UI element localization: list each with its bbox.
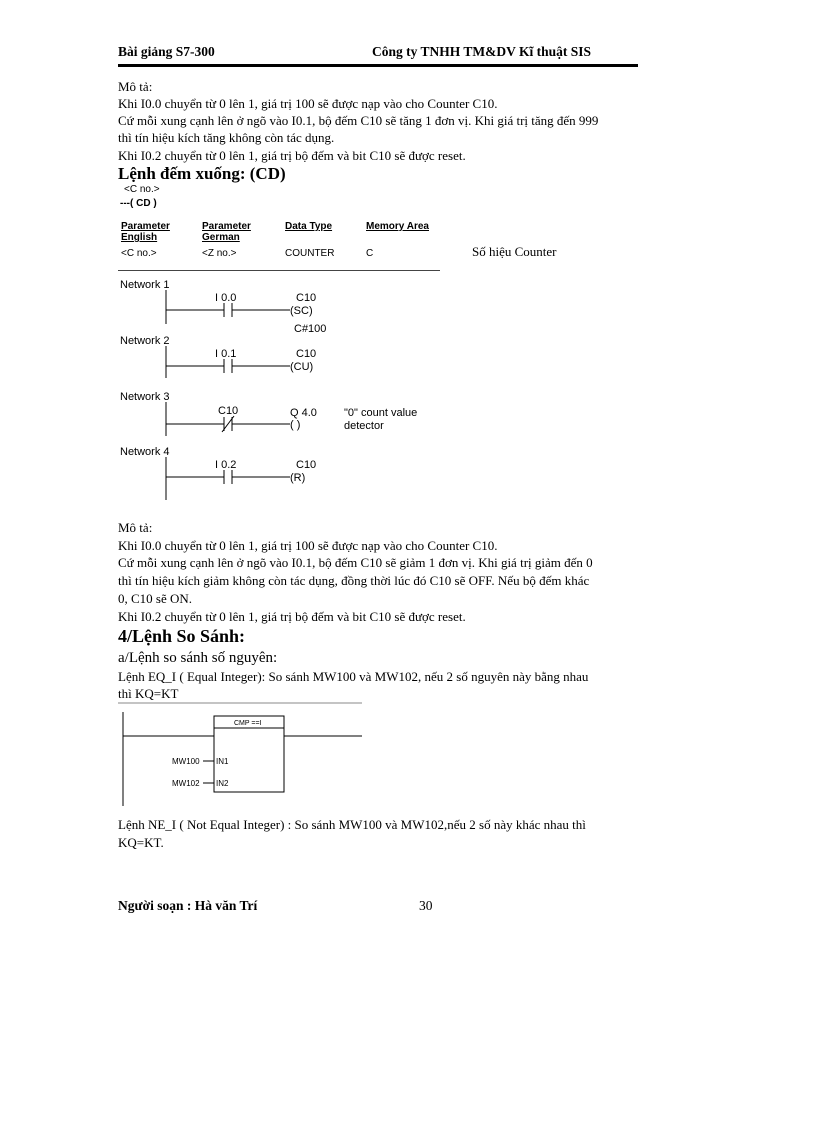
network-1-preset: C#100 [294, 323, 327, 335]
th-param-german-a: Parameter [202, 221, 251, 232]
network-3-contact-addr: C10 [218, 405, 239, 417]
desc-label-1: Mô tả: [118, 79, 153, 94]
eq-line-2: thì KQ=KT [118, 686, 179, 701]
ne-line-1: Lệnh NE_I ( Not Equal Integer) : So sánh MW100 và MW102,nếu 2 số này khác nhau thì [118, 817, 586, 832]
th-param-english-a: Parameter [121, 221, 170, 232]
ne-line-2: KQ=KT. [118, 835, 164, 850]
desc1-line-2: Cứ mỗi xung cạnh lên ở ngõ vào I0.1, bộ đếm C10 sẽ tăng 1 đơn vị. Khi giá trị tăng đến 999 [118, 113, 599, 128]
network-1-coil: (SC) [290, 305, 313, 317]
cmp-block-title: CMP ==I [234, 720, 262, 727]
header-left: Bài giảng S7-300 [118, 44, 215, 59]
compare-subtitle: a/Lệnh so sánh số nguyên: [118, 650, 278, 666]
network-2-coil: (CU) [290, 361, 314, 373]
td-memory-area: C [366, 248, 374, 259]
desc2-line-2: Cứ mỗi xung cạnh lên ở ngõ vào I0.1, bộ đếm C10 sẽ giảm 1 đơn vị. Khi giá trị giảm đến 0 [118, 555, 593, 570]
network-1-contact-addr: I 0.0 [215, 292, 237, 304]
ladder-diagram [118, 274, 448, 506]
th-data-type: Data Type [285, 221, 333, 232]
cd-syntax-operand: <C no.> [124, 184, 160, 195]
desc2-line-5: Khi I0.2 chuyển từ 0 lên 1, giá trị bộ đếm và bit C10 sẽ được reset. [118, 609, 466, 624]
eq-line-1: Lệnh EQ_I ( Equal Integer): So sánh MW100 và MW102, nếu 2 số nguyên này bằng nhau [118, 669, 589, 684]
td-data-type: COUNTER [285, 248, 335, 259]
cd-title: Lệnh đếm xuống: (CD) [118, 164, 286, 183]
desc2-line-1: Khi I0.0 chuyển từ 0 lên 1, giá trị 100 sẽ được nạp vào cho Counter C10. [118, 538, 498, 553]
network-2-coil-addr: C10 [296, 348, 317, 360]
network-3-label: Network 3 [120, 391, 170, 403]
cmp-in2-var: MW102 [172, 779, 200, 788]
network-4-contact-addr: I 0.2 [215, 459, 237, 471]
desc2-line-3: thì tín hiệu kích giảm không còn tác dụng, đồng thời lúc đó C10 sẽ OFF. Nếu bộ đếm khác [118, 573, 590, 588]
network-3-comment-2: detector [344, 420, 384, 432]
header-right: Công ty TNHH TM&DV Kĩ thuật SIS [372, 44, 592, 59]
desc1-line-3: thì tín hiệu kích tăng không còn tác dụng. [118, 130, 335, 145]
network-3-comment-1: "0" count value [344, 407, 418, 419]
cd-syntax-coil: ---( CD ) [120, 198, 157, 209]
desc1-line-4: Khi I0.2 chuyển từ 0 lên 1, giá trị bộ đếm và bit C10 sẽ được reset. [118, 148, 466, 163]
network-3-coil-addr: Q 4.0 [290, 407, 317, 419]
cmp-in2-label: IN2 [216, 779, 229, 788]
footer-author: Người soạn : Hà văn Trí [118, 898, 258, 913]
cmp-block-diagram [118, 702, 362, 810]
cmp-in1-label: IN1 [216, 757, 229, 766]
cmp-in1-var: MW100 [172, 757, 200, 766]
td-german: <Z no.> [202, 248, 237, 259]
network-4-label: Network 4 [120, 446, 170, 458]
network-2-label: Network 2 [120, 335, 170, 347]
td-english: <C no.> [121, 248, 157, 259]
network-4-coil-addr: C10 [296, 459, 317, 471]
network-1-coil-addr: C10 [296, 292, 317, 304]
network-3-coil: ( ) [290, 419, 301, 431]
th-param-german-b: German [202, 232, 240, 243]
table-rule [118, 270, 440, 271]
desc-label-2: Mô tả: [118, 520, 153, 535]
header-rule [118, 64, 638, 67]
th-memory-area: Memory Area [366, 221, 429, 232]
desc1-line-1: Khi I0.0 chuyển từ 0 lên 1, giá trị 100 sẽ được nạp vào cho Counter C10. [118, 96, 498, 111]
compare-title: 4/Lệnh So Sánh: [118, 626, 246, 646]
th-param-english-b: English [121, 232, 158, 243]
network-2-contact-addr: I 0.1 [215, 348, 237, 360]
desc2-line-4: 0, C10 sẽ ON. [118, 591, 193, 606]
network-4-coil: (R) [290, 472, 306, 484]
td-description: Số hiệu Counter [472, 244, 557, 259]
network-1-label: Network 1 [120, 279, 170, 291]
page-number: 30 [419, 898, 433, 913]
